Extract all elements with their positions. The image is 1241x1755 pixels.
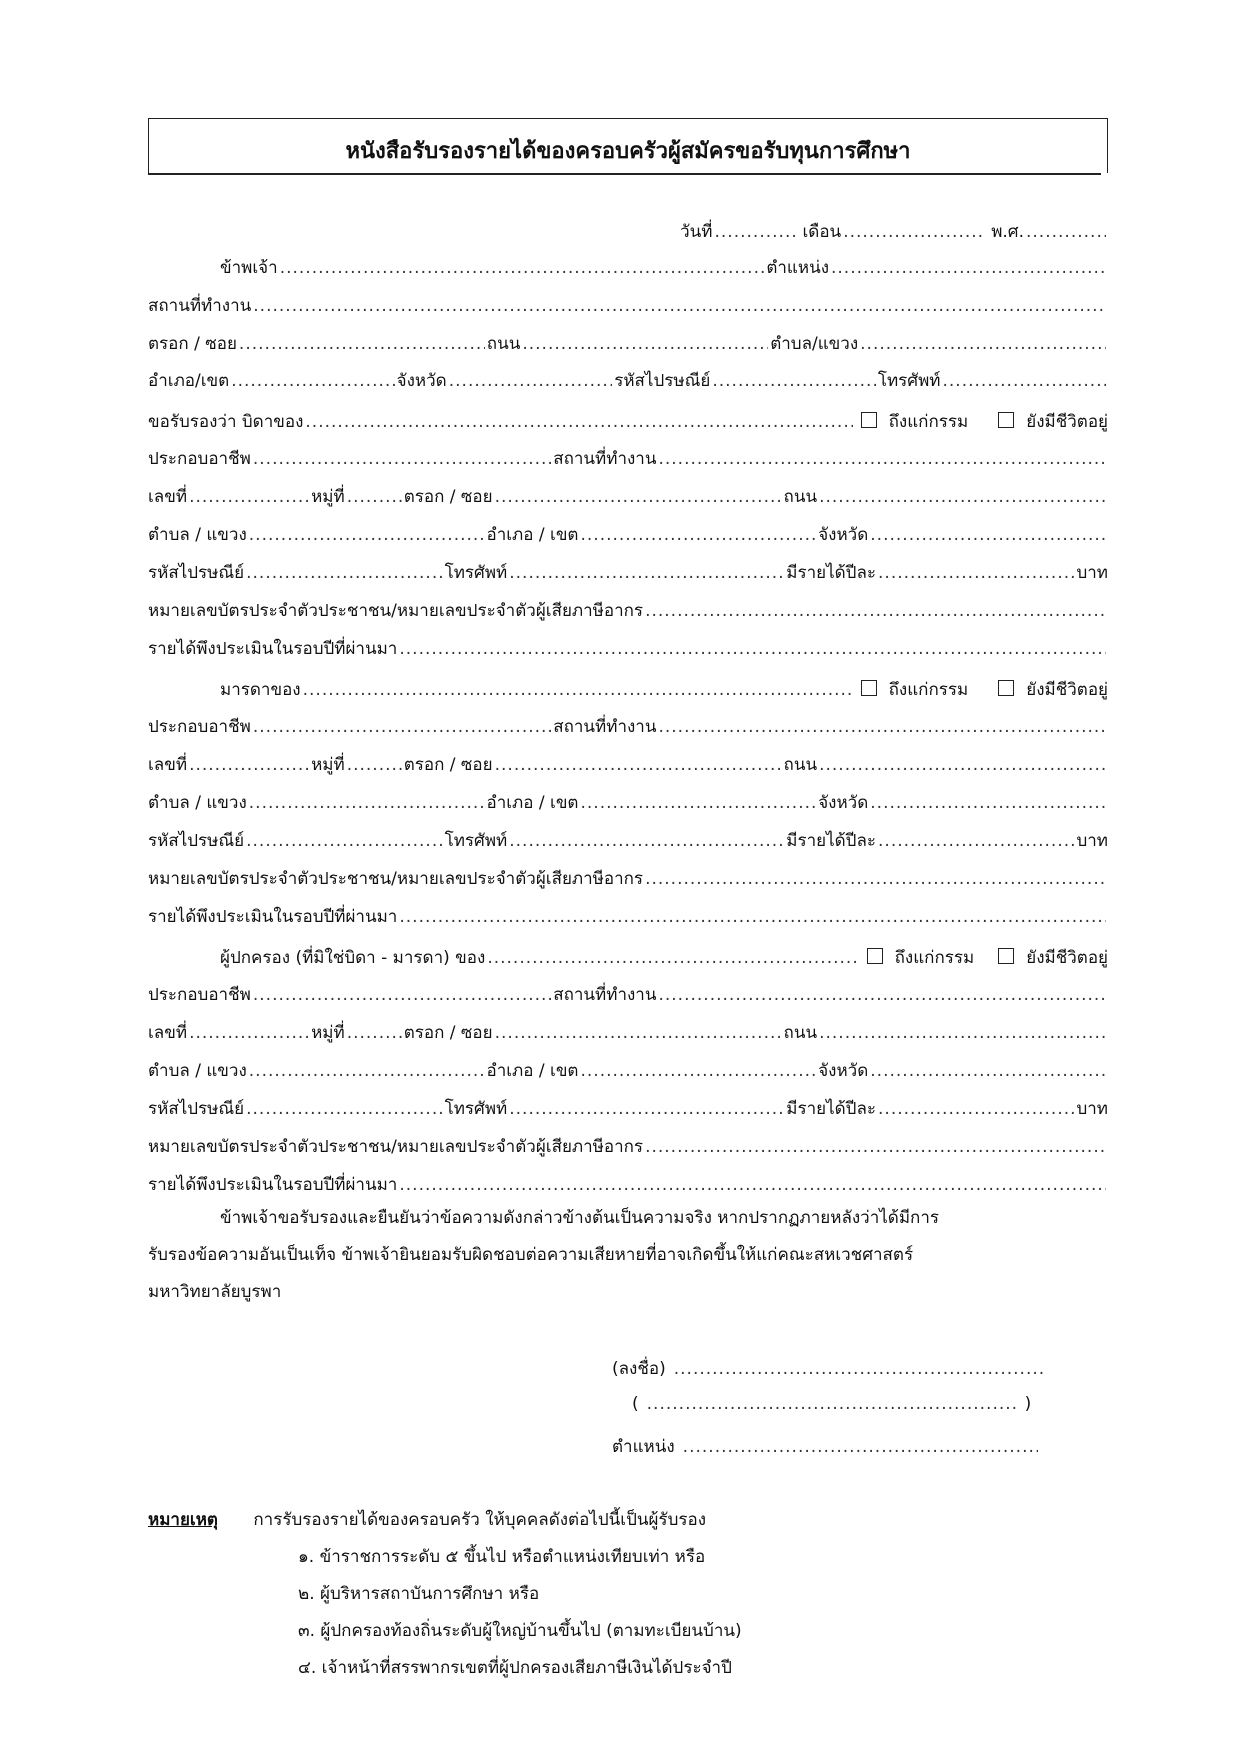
- guardian-district-label: อำเภอ / เขต: [486, 1061, 579, 1081]
- guardian-postcode-field[interactable]: [246, 1099, 442, 1119]
- guardian-income-field[interactable]: [878, 1099, 1074, 1119]
- month-label: เดือน: [802, 222, 842, 242]
- father-occupation-field[interactable]: [253, 449, 551, 469]
- father-soi-label: ตรอก / ซอย: [403, 487, 493, 507]
- day-label: วันที่: [680, 222, 713, 242]
- certifier-phone-field[interactable]: [943, 371, 1106, 391]
- guardian-id-label: หมายเลขบัตรประจำตัวประชาชน/หมายเลขประจำตัวผู้เสียภาษีอากร: [148, 1137, 644, 1157]
- certifier-name-field[interactable]: [280, 258, 765, 278]
- guardian-occupation-line: [148, 985, 1108, 1005]
- father-workplace-label: สถานที่ทำงาน: [553, 449, 657, 469]
- mother-district-field[interactable]: [580, 793, 816, 813]
- mother-deceased-label: ถึงแก่กรรม: [888, 680, 969, 700]
- father-assessable-line: [148, 639, 1108, 659]
- mother-contact-line: [148, 831, 1108, 851]
- certifier-workplace-label: สถานที่ทำงาน: [148, 296, 252, 316]
- guardian-soi-label: ตรอก / ซอย: [403, 1023, 493, 1043]
- father-postcode-label: รหัสไปรษณีย์: [148, 563, 245, 583]
- father-postcode-field[interactable]: [246, 563, 442, 583]
- certifier-district-field[interactable]: [231, 371, 394, 391]
- signer-position-label: ตำแหน่ง: [612, 1437, 675, 1457]
- title-box: [148, 118, 1108, 173]
- year-field[interactable]: [1026, 222, 1106, 242]
- mother-alive-label: ยังมีชีวิตอยู่: [1026, 680, 1108, 700]
- certifier-province-label: จังหวัด: [396, 371, 447, 391]
- mother-province-field[interactable]: [870, 793, 1106, 813]
- guardian-label: ผู้ปกครอง (ที่มิใช่บิดา - มารดา) ของ: [220, 948, 486, 968]
- father-income-label: มีรายได้ปีละ: [786, 563, 877, 583]
- mother-house-no-field[interactable]: [189, 755, 309, 775]
- father-phone-label: โทรศัพท์: [444, 563, 508, 583]
- declaration-line-2: รับรองข้อความอันเป็นเท็จ ข้าพเจ้ายินยอมรับผิดชอบต่อความเสียหายที่อาจเกิดขึ้นให้แก่คณะสหเวชศาสตร์: [148, 1245, 914, 1265]
- mother-alive-checkbox[interactable]: [998, 680, 1014, 696]
- guardian-subdistrict-field[interactable]: [249, 1061, 485, 1081]
- certifier-district-label: อำเภอ/เขต: [148, 371, 230, 391]
- mother-id-field[interactable]: [645, 869, 1106, 889]
- certifier-name-label: ข้าพเจ้า: [220, 258, 278, 278]
- mother-province-label: จังหวัด: [818, 793, 869, 813]
- guardian-road-field[interactable]: [819, 1023, 1106, 1043]
- mother-moo-label: หมู่ที่: [311, 755, 345, 775]
- guardian-phone-field[interactable]: [509, 1099, 784, 1119]
- certifier-phone-label: โทรศัพท์: [877, 371, 941, 391]
- mother-workplace-label: สถานที่ทำงาน: [553, 717, 657, 737]
- mother-income-label: มีรายได้ปีละ: [786, 831, 877, 851]
- mother-phone-label: โทรศัพท์: [444, 831, 508, 851]
- certifier-position-field[interactable]: [831, 258, 1106, 278]
- father-province-field[interactable]: [870, 525, 1106, 545]
- guardian-alive-checkbox[interactable]: [998, 948, 1014, 964]
- page-title: หนังสือรับรองรายได้ของครอบครัวผู้สมัครขอรับทุนการศึกษา: [345, 139, 911, 164]
- certifier-position-label: ตำแหน่ง: [766, 258, 829, 278]
- certifier-postcode-label: รหัสไปรษณีย์: [614, 371, 711, 391]
- guardian-occupation-label: ประกอบอาชีพ: [148, 985, 251, 1005]
- guardian-moo-label: หมู่ที่: [311, 1023, 345, 1043]
- father-address-line1: [148, 487, 1108, 507]
- declaration-line-3: มหาวิทยาลัยบูรพา: [148, 1282, 282, 1302]
- guardian-moo-field[interactable]: [347, 1023, 402, 1043]
- father-phone-field[interactable]: [509, 563, 784, 583]
- father-district-label: อำเภอ / เขต: [486, 525, 579, 545]
- mother-road-label: ถนน: [783, 755, 818, 775]
- guardian-district-field[interactable]: [580, 1061, 816, 1081]
- mother-assessable-label: รายได้พึงประเมินในรอบปีที่ผ่านมา: [148, 907, 398, 927]
- father-subdistrict-label: ตำบล / แขวง: [148, 525, 247, 545]
- certifier-workplace-line: [148, 296, 1108, 316]
- printed-name-open: (: [632, 1394, 639, 1414]
- certifier-soi-field[interactable]: [239, 334, 485, 354]
- mother-deceased-checkbox[interactable]: [861, 680, 877, 696]
- day-field[interactable]: [715, 222, 795, 242]
- father-label: ขอรับรองว่า บิดาของ: [148, 412, 304, 432]
- guardian-baht-label: บาท: [1076, 1099, 1108, 1119]
- mother-line: [220, 679, 1108, 700]
- father-district-field[interactable]: [580, 525, 816, 545]
- guardian-income-label: มีรายได้ปีละ: [786, 1099, 877, 1119]
- guardian-deceased-checkbox[interactable]: [867, 948, 883, 964]
- father-address-line2: [148, 525, 1108, 545]
- father-id-label: หมายเลขบัตรประจำตัวประชาชน/หมายเลขประจำตัวผู้เสียภาษีอากร: [148, 601, 644, 621]
- mother-road-field[interactable]: [819, 755, 1106, 775]
- mother-occupation-field[interactable]: [253, 717, 551, 737]
- father-contact-line: [148, 563, 1108, 583]
- mother-income-field[interactable]: [878, 831, 1074, 851]
- mother-phone-field[interactable]: [509, 831, 784, 851]
- father-id-field[interactable]: [645, 601, 1106, 621]
- guardian-name-field[interactable]: [487, 948, 858, 968]
- certifier-subdistrict-field[interactable]: [860, 334, 1106, 354]
- note-item-4: ๔. เจ้าหน้าที่สรรพากรเขตที่ผู้ปกครองเสียภาษีเงินได้ประจำปี: [298, 1658, 732, 1678]
- year-label: พ.ศ.: [991, 222, 1024, 242]
- guardian-occupation-field[interactable]: [253, 985, 551, 1005]
- guardian-subdistrict-label: ตำบล / แขวง: [148, 1061, 247, 1081]
- guardian-road-label: ถนน: [783, 1023, 818, 1043]
- guardian-contact-line: [148, 1099, 1108, 1119]
- signature-label: (ลงชื่อ): [612, 1359, 666, 1379]
- guardian-deceased-label: ถึงแก่กรรม: [894, 948, 975, 968]
- note-item-2: ๒. ผู้บริหารสถาบันการศึกษา หรือ: [298, 1584, 540, 1604]
- mother-subdistrict-label: ตำบล / แขวง: [148, 793, 247, 813]
- signature-line: [612, 1355, 1046, 1382]
- guardian-alive-label: ยังมีชีวิตอยู่: [1026, 948, 1108, 968]
- mother-occupation-label: ประกอบอาชีพ: [148, 717, 251, 737]
- note-label: หมายเหตุ: [148, 1510, 218, 1530]
- note-item-3: ๓. ผู้ปกครองท้องถิ่นระดับผู้ใหญ่บ้านขึ้นไป (ตามทะเบียนบ้าน): [298, 1621, 742, 1641]
- printed-name-line: [632, 1394, 1031, 1414]
- printed-name-close: ): [1024, 1394, 1032, 1414]
- father-subdistrict-field[interactable]: [249, 525, 485, 545]
- father-occupation-line: [148, 449, 1108, 469]
- signature-field[interactable]: [674, 1359, 1044, 1379]
- mother-address-line2: [148, 793, 1108, 813]
- note-text: การรับรองรายได้ของครอบครัว ให้บุคคลดังต่อไปนี้เป็นผู้รับรอง: [253, 1510, 706, 1530]
- guardian-address-line2: [148, 1061, 1108, 1081]
- father-workplace-field[interactable]: [658, 449, 1106, 469]
- mother-label: มารดาของ: [220, 680, 301, 700]
- guardian-phone-label: โทรศัพท์: [444, 1099, 508, 1119]
- certifier-province-field[interactable]: [449, 371, 612, 391]
- certifier-name-line: [220, 258, 1108, 278]
- certifier-road-label: ถนน: [486, 334, 521, 354]
- note-item-1: ๑. ข้าราชการระดับ ๕ ขึ้นไป หรือตำแหน่งเทียบเท่า หรือ: [298, 1547, 706, 1567]
- guardian-postcode-label: รหัสไปรษณีย์: [148, 1099, 245, 1119]
- father-deceased-label: ถึงแก่กรรม: [888, 412, 969, 432]
- mother-moo-field[interactable]: [347, 755, 402, 775]
- month-field[interactable]: [843, 222, 983, 242]
- certifier-address-line2: [148, 371, 1108, 391]
- father-deceased-checkbox[interactable]: [861, 412, 877, 428]
- mother-id-label: หมายเลขบัตรประจำตัวประชาชน/หมายเลขประจำตัวผู้เสียภาษีอากร: [148, 869, 644, 889]
- guardian-house-no-field[interactable]: [189, 1023, 309, 1043]
- mother-district-label: อำเภอ / เขต: [486, 793, 579, 813]
- father-moo-label: หมู่ที่: [311, 487, 345, 507]
- father-house-no-field[interactable]: [189, 487, 309, 507]
- guardian-soi-field[interactable]: [495, 1023, 782, 1043]
- father-alive-checkbox[interactable]: [998, 412, 1014, 428]
- certifier-soi-label: ตรอก / ซอย: [148, 334, 237, 354]
- guardian-province-label: จังหวัด: [818, 1061, 869, 1081]
- note-line: [148, 1506, 706, 1533]
- mother-workplace-field[interactable]: [658, 717, 1106, 737]
- guardian-assessable-field[interactable]: [399, 1175, 1106, 1195]
- declaration-paragraph: [148, 1200, 1088, 1311]
- certifier-road-field[interactable]: [522, 334, 768, 354]
- father-assessable-field[interactable]: [399, 639, 1106, 659]
- mother-address-line1: [148, 755, 1108, 775]
- father-road-label: ถนน: [783, 487, 818, 507]
- father-road-field[interactable]: [819, 487, 1106, 507]
- signer-position-line: [612, 1433, 1040, 1460]
- father-occupation-label: ประกอบอาชีพ: [148, 449, 251, 469]
- father-name-field[interactable]: [305, 412, 852, 432]
- certifier-postcode-field[interactable]: [712, 371, 875, 391]
- guardian-house-no-label: เลขที่: [148, 1023, 188, 1043]
- guardian-address-line1: [148, 1023, 1108, 1043]
- father-house-no-label: เลขที่: [148, 487, 188, 507]
- mother-postcode-field[interactable]: [246, 831, 442, 851]
- mother-postcode-label: รหัสไปรษณีย์: [148, 831, 245, 851]
- mother-soi-field[interactable]: [495, 755, 782, 775]
- mother-assessable-line: [148, 907, 1108, 927]
- guardian-id-field[interactable]: [645, 1137, 1106, 1157]
- signer-position-field[interactable]: [683, 1437, 1038, 1457]
- declaration-line-1: ข้าพเจ้าขอรับรองและยืนยันว่าข้อความดังกล่าวข้างต้นเป็นความจริง หากปรากฏภายหลังว่าได้มีการ: [220, 1208, 940, 1228]
- date-line: [148, 222, 1108, 242]
- certifier-address-line1: [148, 334, 1108, 354]
- father-income-field[interactable]: [878, 563, 1074, 583]
- father-baht-label: บาท: [1076, 563, 1108, 583]
- mother-name-field[interactable]: [303, 680, 853, 700]
- mother-assessable-field[interactable]: [399, 907, 1106, 927]
- mother-id-line: [148, 869, 1108, 889]
- mother-occupation-line: [148, 717, 1108, 737]
- guardian-workplace-label: สถานที่ทำงาน: [553, 985, 657, 1005]
- mother-subdistrict-field[interactable]: [249, 793, 485, 813]
- father-province-label: จังหวัด: [818, 525, 869, 545]
- father-alive-label: ยังมีชีวิตอยู่: [1026, 412, 1108, 432]
- mother-house-no-label: เลขที่: [148, 755, 188, 775]
- certifier-subdistrict-label: ตำบล/แขวง: [770, 334, 859, 354]
- mother-soi-label: ตรอก / ซอย: [403, 755, 493, 775]
- father-assessable-label: รายได้พึงประเมินในรอบปีที่ผ่านมา: [148, 639, 398, 659]
- guardian-line: [220, 947, 1108, 968]
- guardian-workplace-field[interactable]: [658, 985, 1106, 1005]
- father-soi-field[interactable]: [495, 487, 782, 507]
- guardian-province-field[interactable]: [870, 1061, 1106, 1081]
- guardian-id-line: [148, 1137, 1108, 1157]
- mother-baht-label: บาท: [1076, 831, 1108, 851]
- father-moo-field[interactable]: [347, 487, 402, 507]
- guardian-assessable-label: รายได้พึงประเมินในรอบปีที่ผ่านมา: [148, 1175, 398, 1195]
- guardian-assessable-line: [148, 1175, 1108, 1195]
- printed-name-field[interactable]: [647, 1394, 1017, 1414]
- father-id-line: [148, 601, 1108, 621]
- certifier-workplace-field[interactable]: [253, 296, 1106, 316]
- father-line: [148, 411, 1108, 432]
